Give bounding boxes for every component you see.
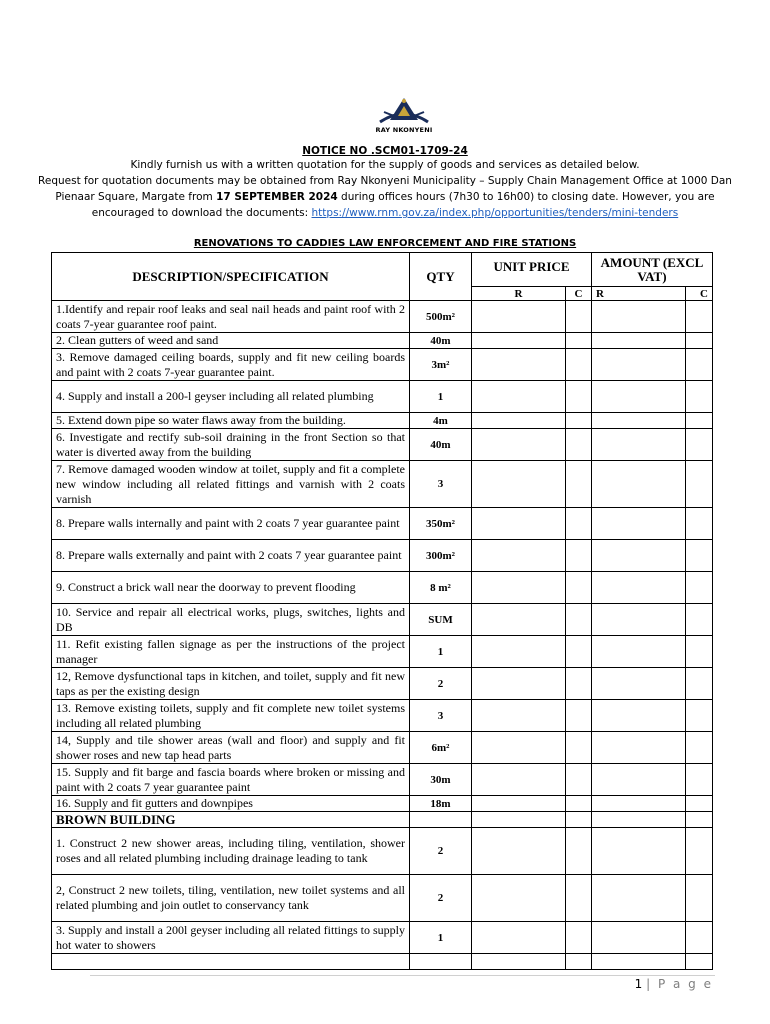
amount-c-cell[interactable]: [686, 875, 713, 922]
table-row: [52, 604, 713, 636]
table-row: [52, 732, 713, 764]
unit-price-r-cell[interactable]: [472, 828, 566, 875]
closing-date: 17 SEPTEMBER 2024: [216, 191, 338, 203]
amount-r-cell[interactable]: [592, 668, 686, 700]
unit-price-r-cell[interactable]: [472, 381, 566, 413]
table-row: [52, 540, 713, 572]
amount-r-cell[interactable]: [592, 796, 686, 812]
table-row: [52, 508, 713, 540]
description-cell: 11. Refit existing fallen signage as per the instructions of the project manager: [52, 636, 410, 668]
unit-price-r-cell[interactable]: [472, 922, 566, 954]
table-row: [52, 636, 713, 668]
qty-cell: SUM: [410, 604, 472, 636]
amount-c-cell[interactable]: [686, 668, 713, 700]
qty-cell: 40m: [410, 429, 472, 461]
header-description: DESCRIPTION/SPECIFICATION: [52, 253, 410, 301]
unit-price-r-cell[interactable]: [472, 812, 566, 828]
table-row: [52, 301, 713, 333]
logo-text: RAY NKONYENI: [375, 126, 433, 134]
qty-cell: 1: [410, 636, 472, 668]
unit-price-c-cell[interactable]: [566, 429, 592, 461]
amount-c-cell[interactable]: [686, 604, 713, 636]
header-amount: AMOUNT (EXCL VAT): [592, 253, 713, 287]
unit-price-r-cell[interactable]: [472, 668, 566, 700]
unit-price-c-cell[interactable]: [566, 381, 592, 413]
amount-c-cell[interactable]: [686, 540, 713, 572]
qty-cell: 8 m²: [410, 572, 472, 604]
table-row: [52, 429, 713, 461]
unit-price-c-cell[interactable]: [566, 413, 592, 429]
amount-c-cell[interactable]: [686, 828, 713, 875]
amount-c-cell[interactable]: [686, 764, 713, 796]
unit-price-r-cell[interactable]: [472, 429, 566, 461]
table-body: [52, 301, 713, 970]
header-qty: QTY: [410, 253, 472, 301]
qty-cell: 3: [410, 461, 472, 508]
qty-cell: 3: [410, 700, 472, 732]
unit-price-c-cell[interactable]: [566, 301, 592, 333]
description-cell: 3. Remove damaged ceiling boards, supply and fit new ceiling boards and paint with 2 coats 7-year guarantee paint.: [52, 349, 410, 381]
qty-cell: 3m²: [410, 349, 472, 381]
description-cell: 5. Extend down pipe so water flaws away from the building.: [52, 413, 410, 429]
amount-r-cell[interactable]: [592, 812, 686, 828]
amount-c-cell[interactable]: [686, 922, 713, 954]
qty-cell: 2: [410, 668, 472, 700]
description-cell: 13. Remove existing toilets, supply and fit complete new toilet systems including all related plumbing: [52, 700, 410, 732]
unit-price-c-cell[interactable]: [566, 572, 592, 604]
unit-price-c-cell[interactable]: [566, 636, 592, 668]
page-number: 1: [634, 977, 643, 991]
header-unit-c: C: [566, 287, 592, 301]
description-cell: 2. Clean gutters of weed and sand: [52, 333, 410, 349]
intro-line-4: [0, 205, 770, 221]
amount-r-cell[interactable]: [592, 381, 686, 413]
amount-r-cell[interactable]: [592, 429, 686, 461]
unit-price-r-cell[interactable]: [472, 349, 566, 381]
unit-price-c-cell[interactable]: [566, 922, 592, 954]
qty-cell: 2: [410, 828, 472, 875]
unit-price-c-cell[interactable]: [566, 668, 592, 700]
unit-price-c-cell[interactable]: [566, 828, 592, 875]
description-cell: 16. Supply and fit gutters and downpipes: [52, 796, 410, 812]
unit-price-c-cell[interactable]: [566, 333, 592, 349]
table-row: [52, 381, 713, 413]
intro-line-3: [0, 189, 770, 205]
unit-price-c-cell[interactable]: [566, 508, 592, 540]
amount-c-cell[interactable]: [686, 954, 713, 970]
unit-price-c-cell[interactable]: [566, 461, 592, 508]
amount-r-cell[interactable]: [592, 700, 686, 732]
intro-line-4-a: encouraged to download the documents:: [91, 207, 312, 219]
logo-emblem-icon: [368, 92, 440, 128]
municipality-logo: [368, 92, 440, 142]
amount-r-cell[interactable]: [592, 732, 686, 764]
description-cell: 14, Supply and tile shower areas (wall and floor) and supply and fit shower roses and new tap head parts: [52, 732, 410, 764]
qty-cell: 1: [410, 381, 472, 413]
qty-cell: 18m: [410, 796, 472, 812]
qty-cell: 40m: [410, 333, 472, 349]
amount-c-cell[interactable]: [686, 796, 713, 812]
header-unit-r: R: [472, 287, 566, 301]
unit-price-r-cell[interactable]: [472, 572, 566, 604]
unit-price-r-cell[interactable]: [472, 413, 566, 429]
unit-price-r-cell[interactable]: [472, 333, 566, 349]
unit-price-c-cell[interactable]: [566, 540, 592, 572]
header-unit-price: UNIT PRICE: [472, 253, 592, 287]
amount-r-cell[interactable]: [592, 540, 686, 572]
description-cell: 4. Supply and install a 200-l geyser including all related plumbing: [52, 381, 410, 413]
amount-c-cell[interactable]: [686, 732, 713, 764]
section-heading-cell: BROWN BUILDING: [52, 812, 410, 828]
amount-r-cell[interactable]: [592, 604, 686, 636]
amount-r-cell[interactable]: [592, 828, 686, 875]
description-cell: 10. Service and repair all electrical works, plugs, switches, lights and DB: [52, 604, 410, 636]
tenders-link[interactable]: https://www.rnm.gov.za/index.php/opportunities/tenders/mini-tenders: [311, 207, 679, 219]
amount-r-cell[interactable]: [592, 333, 686, 349]
unit-price-r-cell[interactable]: [472, 875, 566, 922]
amount-c-cell[interactable]: [686, 572, 713, 604]
qty-cell: 500m²: [410, 301, 472, 333]
unit-price-r-cell[interactable]: [472, 461, 566, 508]
unit-price-c-cell[interactable]: [566, 812, 592, 828]
header-amount-c: C: [686, 287, 713, 301]
amount-c-cell[interactable]: [686, 636, 713, 668]
amount-r-cell[interactable]: [592, 954, 686, 970]
table-row: [52, 413, 713, 429]
unit-price-r-cell[interactable]: [472, 636, 566, 668]
unit-price-c-cell[interactable]: [566, 604, 592, 636]
intro-line-3-b: during offices hours (7h30 to 16h00) to closing date. However, you are: [337, 191, 715, 203]
description-cell: 6. Investigate and rectify sub-soil draining in the front Section so that water is diverted away from the building: [52, 429, 410, 461]
amount-c-cell[interactable]: [686, 508, 713, 540]
unit-price-r-cell[interactable]: [472, 604, 566, 636]
amount-c-cell[interactable]: [686, 429, 713, 461]
qty-cell: 300m²: [410, 540, 472, 572]
description-cell: 8. Prepare walls internally and paint with 2 coats 7 year guarantee paint: [52, 508, 410, 540]
amount-r-cell[interactable]: [592, 764, 686, 796]
amount-r-cell[interactable]: [592, 922, 686, 954]
table-row: [52, 954, 713, 970]
amount-r-cell[interactable]: [592, 349, 686, 381]
table-row: [52, 812, 713, 828]
unit-price-c-cell[interactable]: [566, 349, 592, 381]
description-cell: 1. Construct 2 new shower areas, including tiling, ventilation, shower roses and all related plumbing including drainage leading to tank: [52, 828, 410, 875]
qty-cell: 6m²: [410, 732, 472, 764]
table-row: [52, 764, 713, 796]
table-row: [52, 572, 713, 604]
description-cell: [52, 954, 410, 970]
table-row: [52, 349, 713, 381]
description-cell: 3. Supply and install a 200l geyser including all related fittings to supply hot water to showers: [52, 922, 410, 954]
unit-price-r-cell[interactable]: [472, 700, 566, 732]
qty-cell: 1: [410, 922, 472, 954]
notice-number: NOTICE NO .SCM01-1709-24: [302, 145, 468, 157]
page-label: | P a g e: [646, 977, 713, 991]
unit-price-c-cell[interactable]: [566, 764, 592, 796]
page-footer: [635, 977, 713, 991]
description-cell: 8. Prepare walls externally and paint with 2 coats 7 year guarantee paint: [52, 540, 410, 572]
unit-price-c-cell[interactable]: [566, 954, 592, 970]
amount-c-cell[interactable]: [686, 461, 713, 508]
header-amount-r: R: [592, 287, 686, 301]
description-cell: 7. Remove damaged wooden window at toilet, supply and fit a complete new window including all related fittings and varnish with 2 coats varnish: [52, 461, 410, 508]
qty-cell: [410, 954, 472, 970]
intro-line-3-a: Pienaar Square, Margate from: [55, 191, 217, 203]
amount-c-cell[interactable]: [686, 812, 713, 828]
section-title: RENOVATIONS TO CADDIES LAW ENFORCEMENT AND FIRE STATIONS: [193, 238, 577, 249]
amount-r-cell[interactable]: [592, 301, 686, 333]
table-row: [52, 700, 713, 732]
unit-price-r-cell[interactable]: [472, 954, 566, 970]
description-cell: 9. Construct a brick wall near the doorway to prevent flooding: [52, 572, 410, 604]
description-cell: 12, Remove dysfunctional taps in kitchen, and toilet, supply and fit new taps as per the existing design: [52, 668, 410, 700]
intro-line-1: Kindly furnish us with a written quotation for the supply of goods and services as detailed below.: [130, 159, 640, 171]
amount-r-cell[interactable]: [592, 636, 686, 668]
amount-r-cell[interactable]: [592, 413, 686, 429]
unit-price-r-cell[interactable]: [472, 508, 566, 540]
unit-price-r-cell[interactable]: [472, 301, 566, 333]
amount-r-cell[interactable]: [592, 461, 686, 508]
amount-r-cell[interactable]: [592, 572, 686, 604]
table-row: [52, 461, 713, 508]
unit-price-r-cell[interactable]: [472, 732, 566, 764]
amount-r-cell[interactable]: [592, 875, 686, 922]
table-row: [52, 828, 713, 875]
unit-price-r-cell[interactable]: [472, 540, 566, 572]
amount-c-cell[interactable]: [686, 381, 713, 413]
amount-c-cell[interactable]: [686, 333, 713, 349]
unit-price-c-cell[interactable]: [566, 700, 592, 732]
description-cell: 1.Identify and repair roof leaks and seal nail heads and paint roof with 2 coats 7-year guarantee roof paint.: [52, 301, 410, 333]
description-cell: 15. Supply and fit barge and fascia boards where broken or missing and paint with 2 coats 7 year guarantee paint: [52, 764, 410, 796]
qty-cell: 350m²: [410, 508, 472, 540]
footer-divider: [90, 975, 715, 976]
unit-price-r-cell[interactable]: [472, 796, 566, 812]
amount-c-cell[interactable]: [686, 349, 713, 381]
unit-price-c-cell[interactable]: [566, 875, 592, 922]
table-row: [52, 668, 713, 700]
qty-cell: 4m: [410, 413, 472, 429]
unit-price-c-cell[interactable]: [566, 732, 592, 764]
table-row: [52, 333, 713, 349]
description-cell: 2, Construct 2 new toilets, tiling, ventilation, new toilet systems and all related plumbing and join outlet to conservancy tank: [52, 875, 410, 922]
intro-line-2: Request for quotation documents may be obtained from Ray Nkonyeni Municipality – Supply Chain Management Office at 1000 Dan: [38, 175, 732, 187]
qty-cell: 2: [410, 875, 472, 922]
table-row: [52, 796, 713, 812]
unit-price-r-cell[interactable]: [472, 764, 566, 796]
amount-r-cell[interactable]: [592, 508, 686, 540]
quotation-table: [51, 252, 713, 970]
qty-cell: 30m: [410, 764, 472, 796]
amount-c-cell[interactable]: [686, 301, 713, 333]
table-row: [52, 922, 713, 954]
amount-c-cell[interactable]: [686, 413, 713, 429]
amount-c-cell[interactable]: [686, 700, 713, 732]
table-row: [52, 875, 713, 922]
qty-cell: [410, 812, 472, 828]
unit-price-c-cell[interactable]: [566, 796, 592, 812]
